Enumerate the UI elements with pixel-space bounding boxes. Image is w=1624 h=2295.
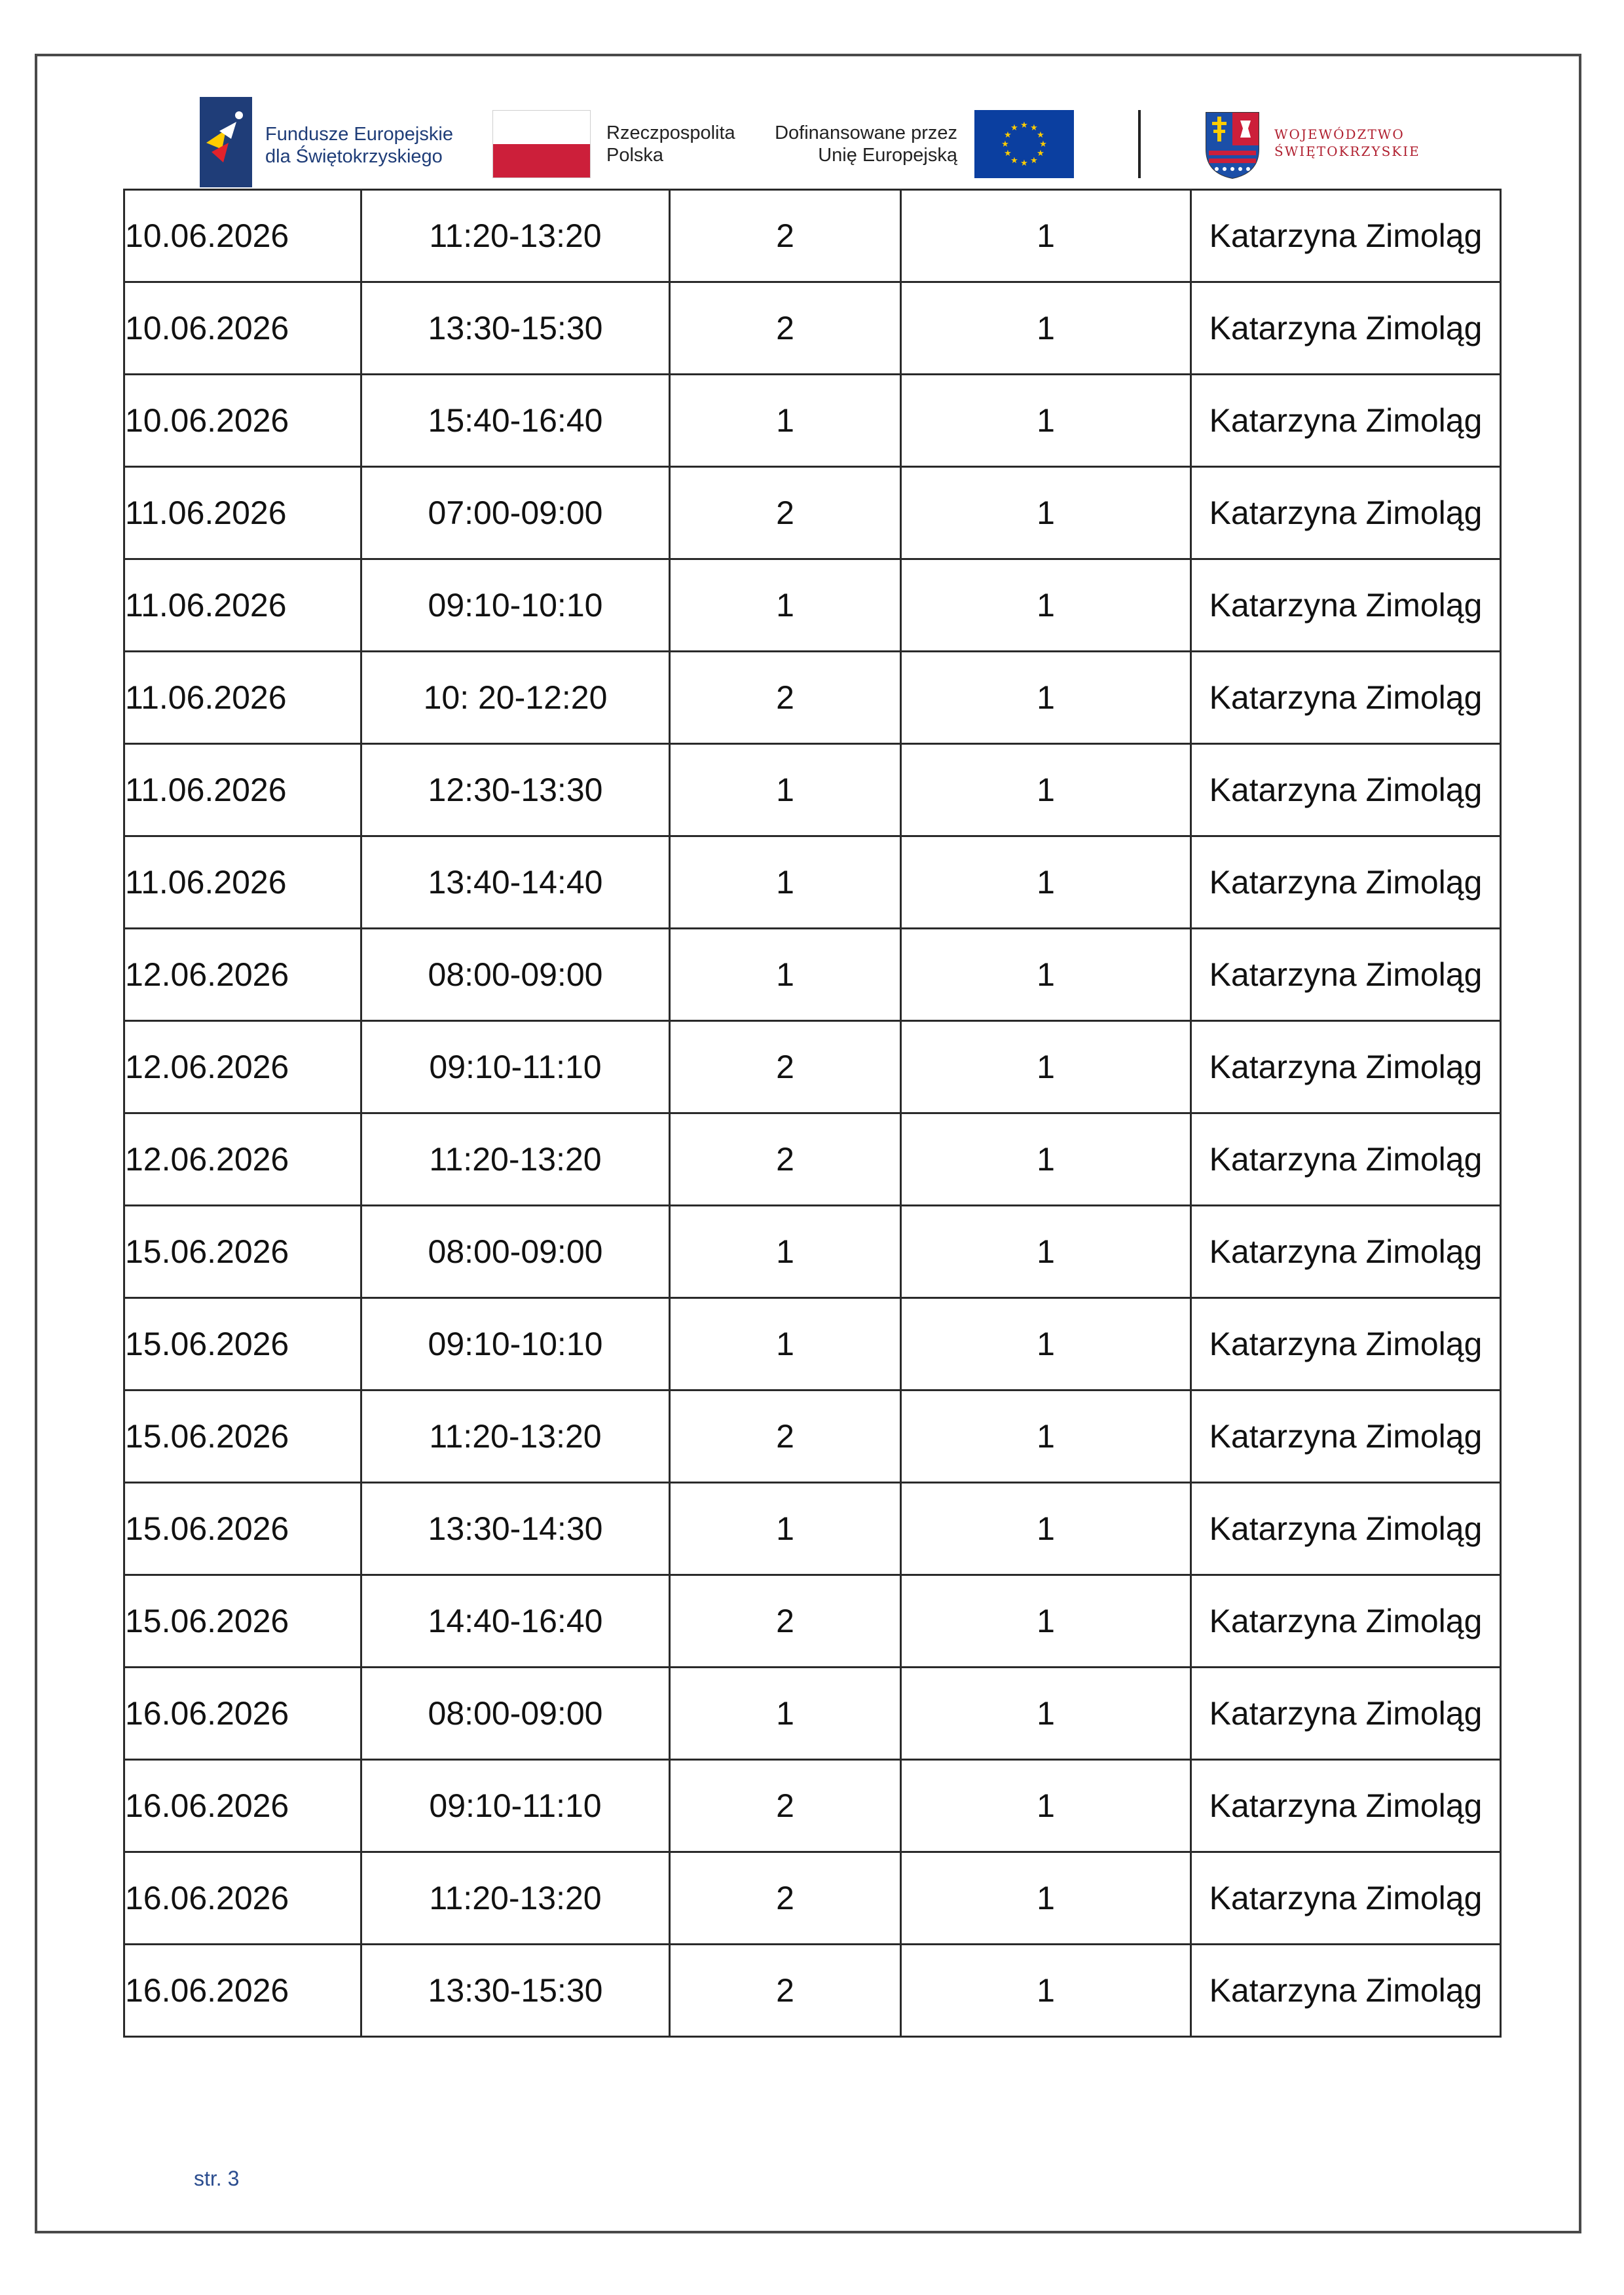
table-row [124, 1760, 1501, 1852]
table-row [124, 1483, 1501, 1575]
group-cell: 1 [901, 1945, 1191, 2037]
date-cell: 11.06.2026 [124, 652, 361, 744]
group-cell: 1 [901, 1760, 1191, 1852]
hours-cell: 2 [670, 652, 901, 744]
time-cell: 09:10-11:10 [361, 1021, 670, 1113]
time-cell: 08:00-09:00 [361, 1668, 670, 1760]
hours-cell: 1 [670, 1668, 901, 1760]
date-cell: 11.06.2026 [124, 559, 361, 652]
polish-flag-icon [492, 110, 591, 178]
hours-cell: 2 [670, 1113, 901, 1206]
table-row [124, 1668, 1501, 1760]
eu-cofunding-logo [773, 110, 1074, 182]
svg-text:★: ★ [1020, 121, 1028, 130]
table-row [124, 282, 1501, 375]
hours-cell: 2 [670, 467, 901, 559]
date-cell: 15.06.2026 [124, 1483, 361, 1575]
region-logo-line2: ŚWIĘTOKRZYSKIE [1274, 143, 1420, 159]
teacher-cell: Katarzyna Zimoląg [1191, 1852, 1501, 1945]
teacher-cell: Katarzyna Zimoląg [1191, 1483, 1501, 1575]
teacher-cell: Katarzyna Zimoląg [1191, 1575, 1501, 1668]
time-cell: 11:20-13:20 [361, 1113, 670, 1206]
group-cell: 1 [901, 1390, 1191, 1483]
eu-logo-line1: Dofinansowane przez [775, 122, 957, 143]
table-row [124, 836, 1501, 929]
teacher-cell: Katarzyna Zimoląg [1191, 1206, 1501, 1298]
teacher-cell: Katarzyna Zimoląg [1191, 559, 1501, 652]
group-cell: 1 [901, 467, 1191, 559]
svg-text:★: ★ [1039, 140, 1047, 149]
group-cell: 1 [901, 1021, 1191, 1113]
hours-cell: 2 [670, 1021, 901, 1113]
group-cell: 1 [901, 929, 1191, 1021]
fundusze-europejskie-logo [200, 97, 462, 189]
time-cell: 12:30-13:30 [361, 744, 670, 836]
table-row [124, 1575, 1501, 1668]
time-cell: 14:40-16:40 [361, 1575, 670, 1668]
teacher-cell: Katarzyna Zimoląg [1191, 1668, 1501, 1760]
group-cell: 1 [901, 1113, 1191, 1206]
date-cell: 12.06.2026 [124, 1021, 361, 1113]
date-cell: 10.06.2026 [124, 282, 361, 375]
date-cell: 15.06.2026 [124, 1575, 361, 1668]
time-cell: 08:00-09:00 [361, 1206, 670, 1298]
date-cell: 12.06.2026 [124, 1113, 361, 1206]
teacher-cell: Katarzyna Zimoląg [1191, 1760, 1501, 1852]
table-row [124, 1852, 1501, 1945]
date-cell: 10.06.2026 [124, 375, 361, 467]
svg-text:★: ★ [1001, 140, 1009, 149]
date-cell: 15.06.2026 [124, 1206, 361, 1298]
date-cell: 15.06.2026 [124, 1390, 361, 1483]
time-cell: 09:10-10:10 [361, 1298, 670, 1390]
svg-text:★: ★ [1004, 149, 1012, 159]
region-logo-line1: WOJEWÓDZTWO [1274, 126, 1405, 142]
teacher-cell: Katarzyna Zimoląg [1191, 929, 1501, 1021]
group-cell: 1 [901, 744, 1191, 836]
group-cell: 1 [901, 282, 1191, 375]
teacher-cell: Katarzyna Zimoląg [1191, 1945, 1501, 2037]
teacher-cell: Katarzyna Zimoląg [1191, 652, 1501, 744]
svg-text:★: ★ [1020, 159, 1028, 168]
hours-cell: 2 [670, 1575, 901, 1668]
svg-text:★: ★ [1010, 156, 1018, 166]
fe-logo-line1: Fundusze Europejskie [265, 124, 453, 145]
hours-cell: 2 [670, 1945, 901, 2037]
time-cell: 11:20-13:20 [361, 190, 670, 282]
table-row [124, 1113, 1501, 1206]
fe-logo-line2: dla Świętokrzyskiego [265, 146, 443, 167]
time-cell: 10: 20-12:20 [361, 652, 670, 744]
group-cell: 1 [901, 1206, 1191, 1298]
hours-cell: 1 [670, 375, 901, 467]
time-cell: 09:10-10:10 [361, 559, 670, 652]
hours-cell: 2 [670, 1852, 901, 1945]
schedule-table-body [124, 190, 1501, 2037]
teacher-cell: Katarzyna Zimoląg [1191, 744, 1501, 836]
date-cell: 16.06.2026 [124, 1852, 361, 1945]
hours-cell: 1 [670, 836, 901, 929]
table-row [124, 190, 1501, 282]
svg-text:★: ★ [1037, 149, 1044, 159]
table-row [124, 929, 1501, 1021]
teacher-cell: Katarzyna Zimoląg [1191, 836, 1501, 929]
group-cell: 1 [901, 836, 1191, 929]
eu-flag-icon [974, 110, 1074, 178]
date-cell: 12.06.2026 [124, 929, 361, 1021]
hours-cell: 1 [670, 1206, 901, 1298]
time-cell: 13:30-15:30 [361, 1945, 670, 2037]
teacher-cell: Katarzyna Zimoląg [1191, 1390, 1501, 1483]
teacher-cell: Katarzyna Zimoląg [1191, 282, 1501, 375]
date-cell: 11.06.2026 [124, 836, 361, 929]
table-row [124, 652, 1501, 744]
fe-emblem-icon [200, 97, 252, 187]
date-cell: 16.06.2026 [124, 1668, 361, 1760]
group-cell: 1 [901, 1483, 1191, 1575]
teacher-cell: Katarzyna Zimoląg [1191, 1021, 1501, 1113]
hours-cell: 1 [670, 744, 901, 836]
hours-cell: 1 [670, 929, 901, 1021]
table-row [124, 1206, 1501, 1298]
group-cell: 1 [901, 375, 1191, 467]
table-row [124, 375, 1501, 467]
schedule-table [123, 189, 1502, 2038]
table-row [124, 1390, 1501, 1483]
wojewodztwo-swietokrzyskie-logo [1204, 110, 1426, 182]
date-cell: 10.06.2026 [124, 190, 361, 282]
teacher-cell: Katarzyna Zimoląg [1191, 1113, 1501, 1206]
rzeczpospolita-polska-logo [492, 110, 754, 182]
date-cell: 11.06.2026 [124, 467, 361, 559]
table-row [124, 467, 1501, 559]
group-cell: 1 [901, 1668, 1191, 1760]
svg-text:★: ★ [1037, 130, 1044, 140]
date-cell: 16.06.2026 [124, 1945, 361, 2037]
teacher-cell: Katarzyna Zimoląg [1191, 190, 1501, 282]
time-cell: 13:30-14:30 [361, 1483, 670, 1575]
svg-text:★: ★ [1030, 156, 1038, 166]
rp-logo-line2: Polska [606, 145, 664, 166]
svg-text:★: ★ [1004, 130, 1012, 140]
date-cell: 16.06.2026 [124, 1760, 361, 1852]
eu-logo-line2: Unię Europejską [818, 145, 957, 166]
rp-logo-line1: Rzeczpospolita [606, 122, 735, 143]
hours-cell: 1 [670, 559, 901, 652]
time-cell: 08:00-09:00 [361, 929, 670, 1021]
date-cell: 11.06.2026 [124, 744, 361, 836]
table-row [124, 1945, 1501, 2037]
hours-cell: 1 [670, 1483, 901, 1575]
teacher-cell: Katarzyna Zimoląg [1191, 375, 1501, 467]
time-cell: 15:40-16:40 [361, 375, 670, 467]
hours-cell: 2 [670, 1760, 901, 1852]
table-row [124, 559, 1501, 652]
group-cell: 1 [901, 1852, 1191, 1945]
table-row [124, 1298, 1501, 1390]
teacher-cell: Katarzyna Zimoląg [1191, 1298, 1501, 1390]
time-cell: 07:00-09:00 [361, 467, 670, 559]
time-cell: 11:20-13:20 [361, 1390, 670, 1483]
hours-cell: 2 [670, 1390, 901, 1483]
teacher-cell: Katarzyna Zimoląg [1191, 467, 1501, 559]
svg-text:★: ★ [1030, 123, 1038, 133]
svg-text:★: ★ [1010, 123, 1018, 133]
group-cell: 1 [901, 190, 1191, 282]
group-cell: 1 [901, 652, 1191, 744]
table-row [124, 744, 1501, 836]
logo-bar [0, 0, 1624, 190]
group-cell: 1 [901, 559, 1191, 652]
date-cell: 15.06.2026 [124, 1298, 361, 1390]
time-cell: 11:20-13:20 [361, 1852, 670, 1945]
logo-divider [1138, 110, 1141, 178]
time-cell: 13:40-14:40 [361, 836, 670, 929]
time-cell: 13:30-15:30 [361, 282, 670, 375]
region-coat-of-arms-icon [1204, 110, 1261, 179]
hours-cell: 2 [670, 190, 901, 282]
hours-cell: 1 [670, 1298, 901, 1390]
group-cell: 1 [901, 1575, 1191, 1668]
table-row [124, 1021, 1501, 1113]
hours-cell: 2 [670, 282, 901, 375]
page-number: str. 3 [194, 2167, 240, 2190]
group-cell: 1 [901, 1298, 1191, 1390]
time-cell: 09:10-11:10 [361, 1760, 670, 1852]
